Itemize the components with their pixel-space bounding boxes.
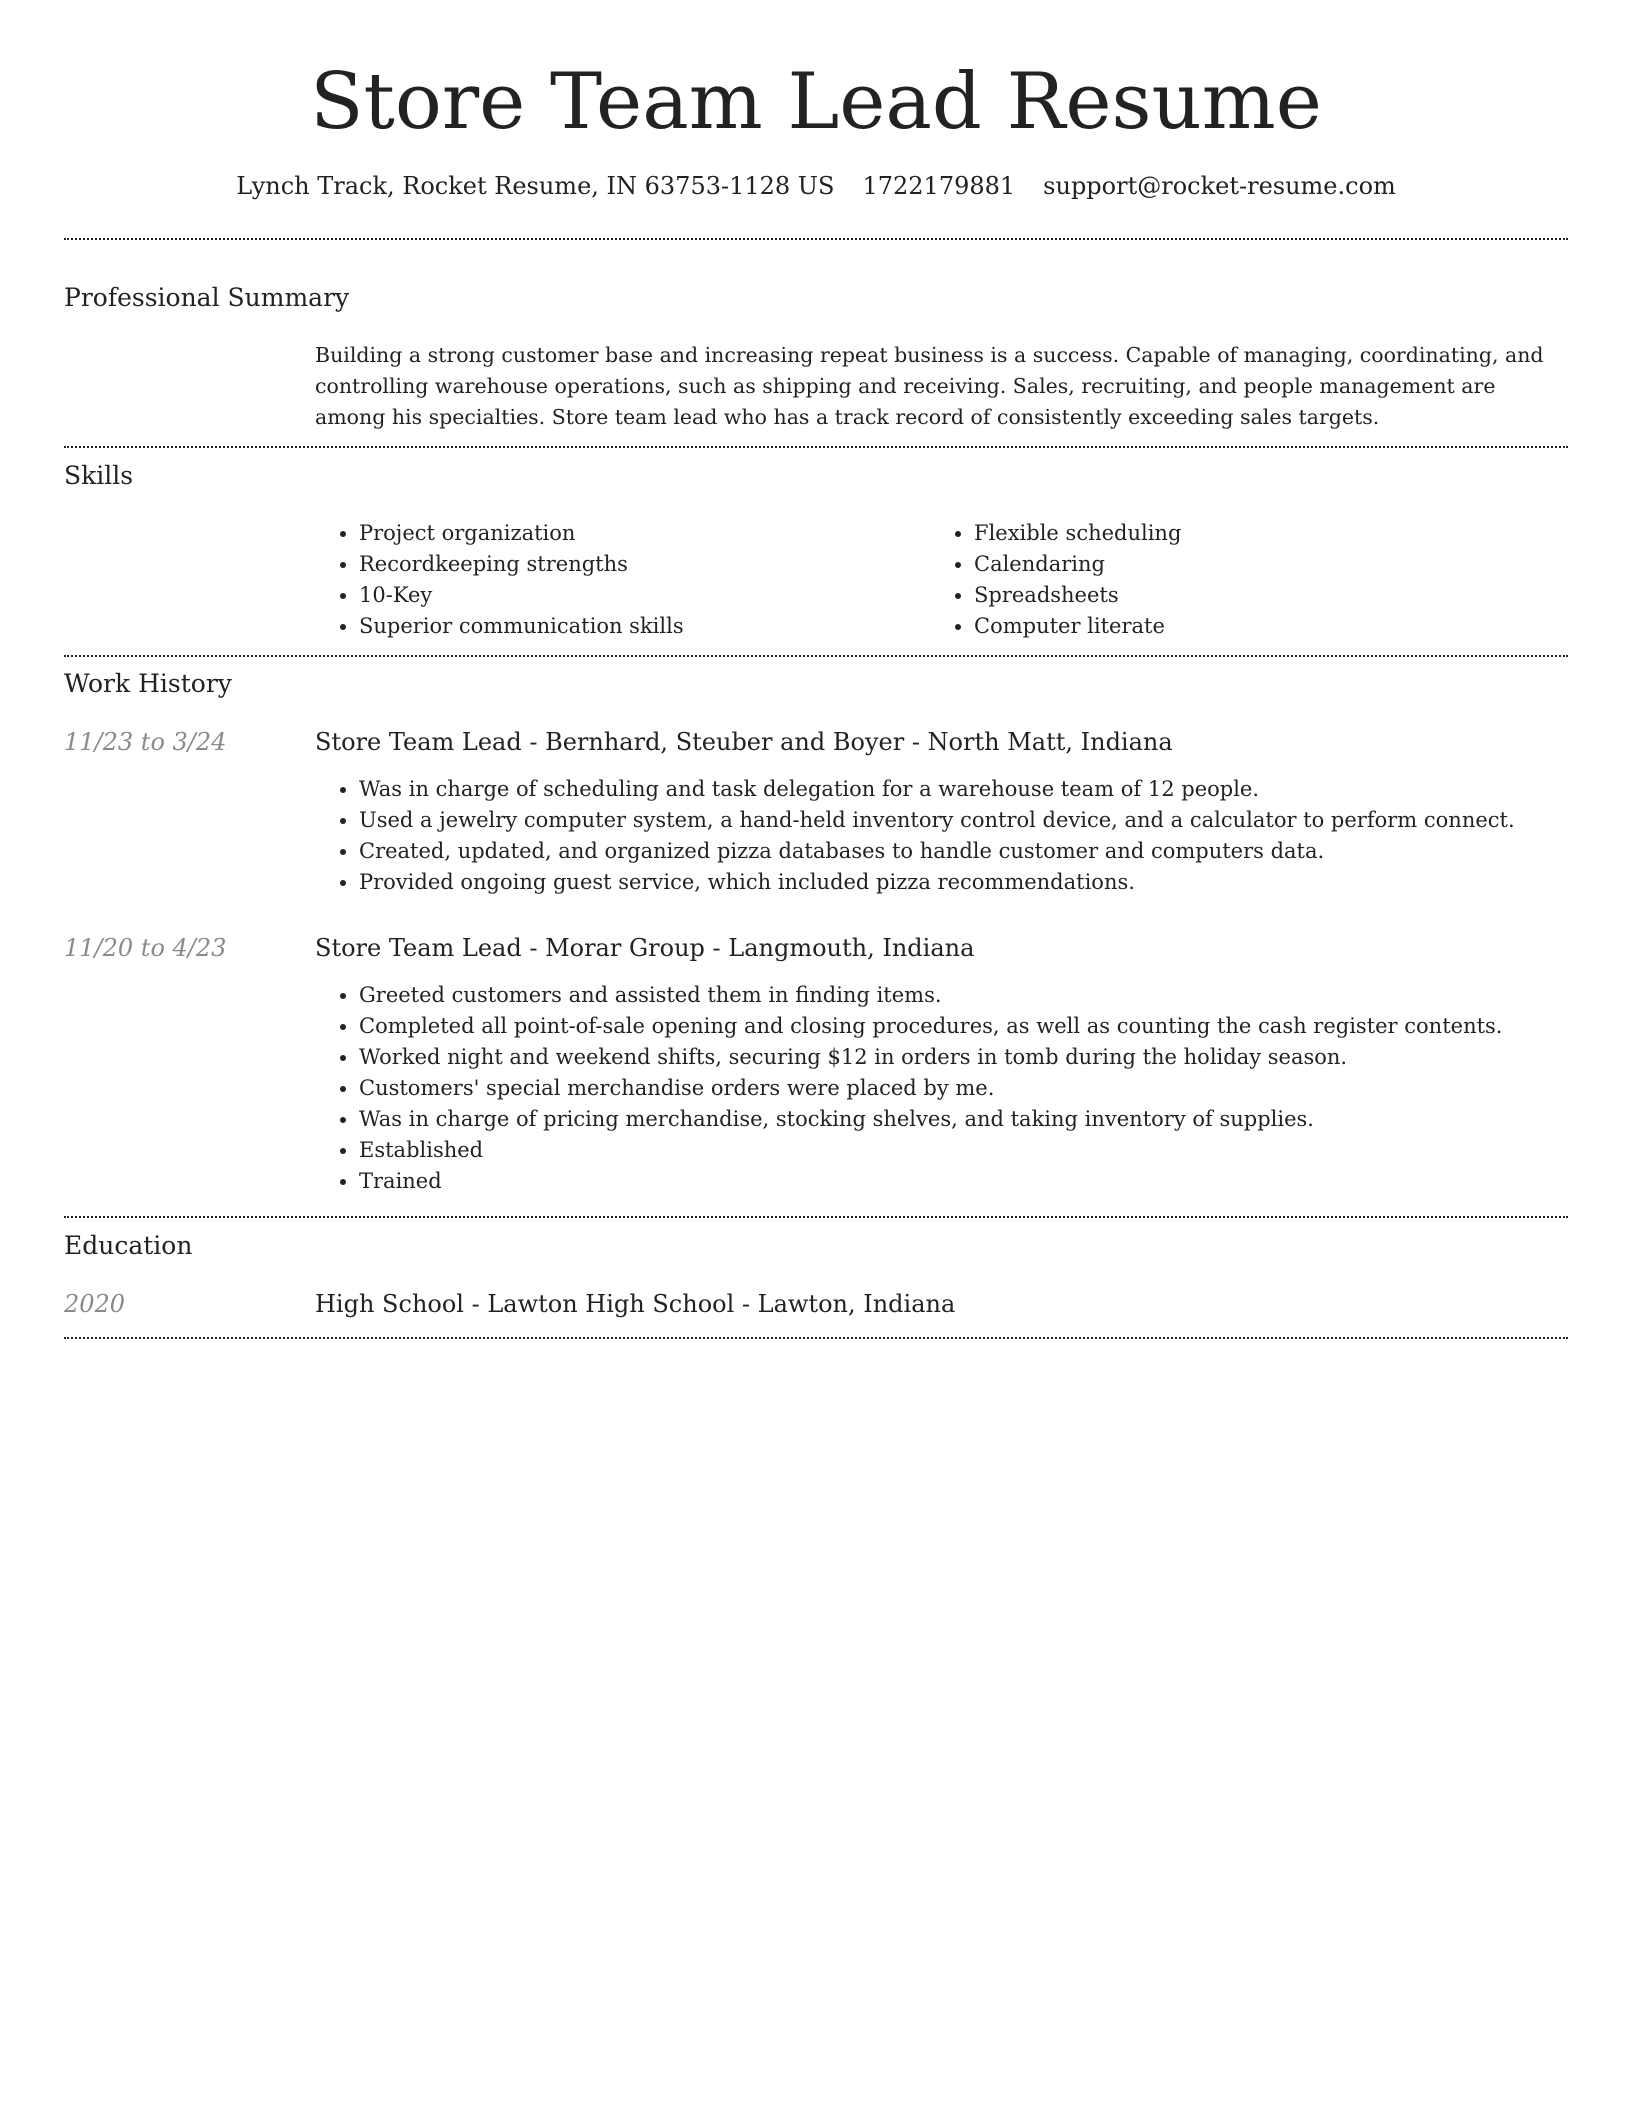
job-heading: Store Team Lead - Morar Group - Langmouth, Indiana — [315, 934, 975, 962]
skill-item: • 10-Key — [359, 580, 925, 611]
job-bullet: • Trained — [359, 1166, 1565, 1197]
education-year: 2020 — [64, 1290, 126, 1318]
skill-item: • Superior communication skills — [359, 611, 925, 642]
job-bullet: • Worked night and weekend shifts, securing $12 in orders in tomb during the holiday season. — [359, 1042, 1565, 1073]
divider — [64, 1216, 1568, 1218]
divider — [64, 446, 1568, 448]
education-heading: Education — [64, 1231, 193, 1260]
skill-item: • Recordkeeping strengths — [359, 549, 925, 580]
divider — [64, 238, 1568, 240]
job-bullet-list — [315, 980, 1565, 1197]
job-bullet: • Was in charge of scheduling and task delegation for a warehouse team of 12 people. — [359, 774, 1565, 805]
job-bullet: • Customers' special merchandise orders were placed by me. — [359, 1073, 1565, 1104]
contact-email: support@rocket-resume.com — [1043, 172, 1396, 200]
skill-item: • Calendaring — [974, 549, 1560, 580]
job-bullet: • Used a jewelry computer system, a hand-held inventory control device, and a calculator to perform connect. — [359, 805, 1565, 836]
contact-line — [0, 170, 1632, 202]
job-bullet-list — [315, 774, 1565, 898]
contact-phone: 1722179881 — [862, 172, 1016, 200]
work-history-heading: Work History — [64, 669, 232, 698]
job-bullet: • Established — [359, 1135, 1565, 1166]
summary-text: Building a strong customer base and increasing repeat business is a success. Capable of managing, coordinating, and controlling warehouse operations, such as shipping and receiving. Sales, recruiting, and people management are among his specialties. Store team lead who has a track record of consistently exceeding sales targets. — [315, 343, 1544, 429]
divider — [64, 655, 1568, 657]
skills-left-column — [315, 518, 925, 642]
skill-item: • Computer literate — [974, 611, 1560, 642]
resume-title: Store Team Lead Resume — [310, 57, 1322, 147]
divider — [64, 1337, 1568, 1339]
job-bullet: • Was in charge of pricing merchandise, stocking shelves, and taking inventory of supplies. — [359, 1104, 1565, 1135]
skills-right-column — [930, 518, 1560, 642]
summary-heading: Professional Summary — [64, 283, 350, 312]
skill-item: • Spreadsheets — [974, 580, 1560, 611]
skill-item: • Project organization — [359, 518, 925, 549]
job-dates: 11/20 to 4/23 — [64, 934, 227, 962]
skill-item: • Flexible scheduling — [974, 518, 1560, 549]
job-heading: Store Team Lead - Bernhard, Steuber and Boyer - North Matt, Indiana — [315, 728, 1173, 756]
job-dates: 11/23 to 3/24 — [64, 728, 227, 756]
job-bullet: • Created, updated, and organized pizza databases to handle customer and computers data. — [359, 836, 1565, 867]
job-bullet: • Provided ongoing guest service, which included pizza recommendations. — [359, 867, 1565, 898]
contact-address: Lynch Track, Rocket Resume, IN 63753-1128 US — [236, 172, 835, 200]
skills-heading: Skills — [64, 461, 134, 490]
education-heading-line: High School - Lawton High School - Lawton, Indiana — [315, 1290, 956, 1318]
job-bullet: • Greeted customers and assisted them in finding items. — [359, 980, 1565, 1011]
job-bullet: • Completed all point-of-sale opening and closing procedures, as well as counting the cash register contents. — [359, 1011, 1565, 1042]
